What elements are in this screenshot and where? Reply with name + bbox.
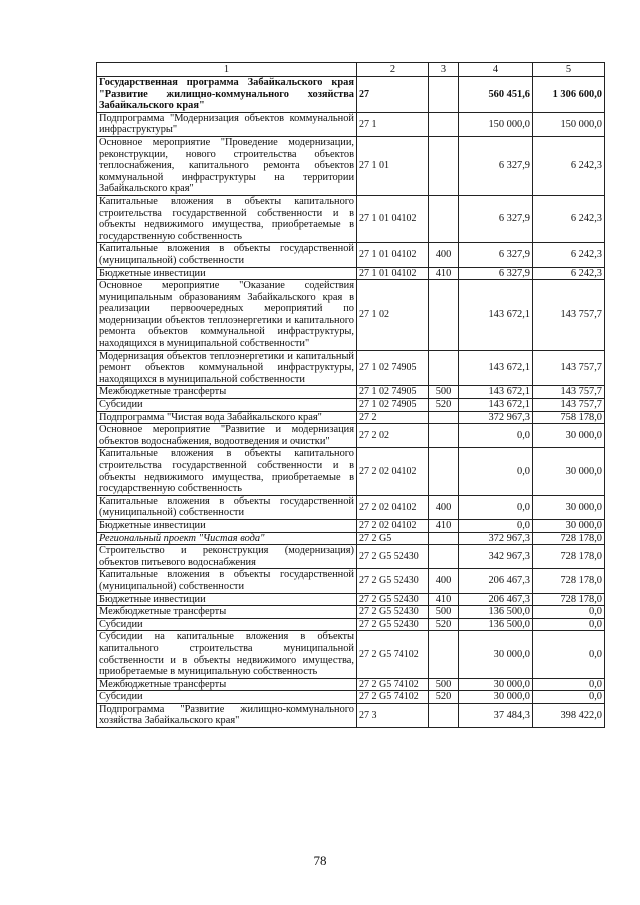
table-row (97, 678, 605, 691)
row-value-2021-cell: 560 451,6 (459, 77, 533, 113)
row-code-cell: 27 1 (357, 112, 429, 136)
row-code-cell: 27 1 02 74905 (357, 399, 429, 412)
row-value-2021-cell: 342 967,3 (459, 545, 533, 569)
row-value-2021-cell: 150 000,0 (459, 112, 533, 136)
row-code-cell: 27 2 (357, 411, 429, 424)
row-name-cell: Капитальные вложения в объекты государственной (муниципальной) собственности (97, 569, 357, 593)
row-value-2022-cell: 143 757,7 (533, 399, 605, 412)
row-value-2021-cell: 6 327,9 (459, 267, 533, 280)
row-code-cell: 27 (357, 77, 429, 113)
row-name-cell: Основное мероприятие "Развитие и модернизация объектов водоснабжения, водоотведения и очистки" (97, 424, 357, 448)
row-name-cell: Межбюджетные трансферты (97, 386, 357, 399)
table-header (97, 63, 605, 77)
row-value-2022-cell: 143 757,7 (533, 280, 605, 351)
row-value-2022-cell: 728 178,0 (533, 545, 605, 569)
table-row (97, 243, 605, 267)
row-code-cell: 27 2 02 04102 (357, 519, 429, 532)
row-value-2022-cell: 0,0 (533, 678, 605, 691)
row-type-cell: 400 (429, 243, 459, 267)
row-type-cell (429, 350, 459, 386)
row-type-cell (429, 424, 459, 448)
row-type-cell (429, 136, 459, 195)
table-row (97, 195, 605, 242)
row-code-cell: 27 2 02 04102 (357, 448, 429, 495)
table-row (97, 606, 605, 619)
budget-table (96, 62, 605, 728)
row-code-cell: 27 1 02 74905 (357, 386, 429, 399)
row-value-2021-cell: 372 967,3 (459, 411, 533, 424)
row-name-cell: Бюджетные инвестиции (97, 267, 357, 280)
table-row (97, 77, 605, 113)
table-row (97, 532, 605, 545)
row-code-cell: 27 2 G5 74102 (357, 631, 429, 678)
row-code-cell: 27 2 G5 74102 (357, 691, 429, 704)
row-name-cell: Бюджетные инвестиции (97, 519, 357, 532)
row-name-cell: Субсидии на капитальные вложения в объекты капитального строительства муниципальной собственности и в объекты недвижимого имущества, приобретаемые в муниципальную собственность (97, 631, 357, 678)
table-row (97, 267, 605, 280)
row-name-cell: Субсидии (97, 691, 357, 704)
row-type-cell: 520 (429, 618, 459, 631)
row-value-2022-cell: 143 757,7 (533, 350, 605, 386)
row-type-cell (429, 77, 459, 113)
row-value-2021-cell: 143 672,1 (459, 350, 533, 386)
row-value-2021-cell: 206 467,3 (459, 569, 533, 593)
table-row (97, 569, 605, 593)
row-name-cell: Субсидии (97, 399, 357, 412)
page-number: 78 (313, 853, 327, 868)
row-code-cell: 27 1 01 04102 (357, 243, 429, 267)
row-code-cell: 27 2 02 04102 (357, 495, 429, 519)
row-name-cell: Межбюджетные трансферты (97, 678, 357, 691)
table-body (97, 77, 605, 728)
row-code-cell: 27 1 01 04102 (357, 267, 429, 280)
table-row (97, 691, 605, 704)
row-value-2022-cell: 0,0 (533, 606, 605, 619)
table-row (97, 386, 605, 399)
row-type-cell (429, 112, 459, 136)
row-type-cell (429, 195, 459, 242)
table-row (97, 411, 605, 424)
row-code-cell: 27 2 G5 74102 (357, 678, 429, 691)
row-type-cell (429, 411, 459, 424)
table-row (97, 703, 605, 727)
row-value-2021-cell: 6 327,9 (459, 243, 533, 267)
col-header-4: 4 (459, 63, 533, 77)
row-name-cell: Межбюджетные трансферты (97, 606, 357, 619)
row-value-2022-cell: 1 306 600,0 (533, 77, 605, 113)
row-code-cell: 27 1 01 (357, 136, 429, 195)
row-type-cell: 410 (429, 593, 459, 606)
row-value-2022-cell: 150 000,0 (533, 112, 605, 136)
row-type-cell: 400 (429, 495, 459, 519)
row-name-cell: Основное мероприятие "Оказание содействия муниципальным образованиям Забайкальского края в реализации первоочередных мероприятий по модернизации объектов теплоэнергетики и капитального ремонта объектов коммунальной инфраструктуры, находящихся в муниципальной собственности" (97, 280, 357, 351)
row-value-2021-cell: 0,0 (459, 519, 533, 532)
row-value-2021-cell: 30 000,0 (459, 691, 533, 704)
row-value-2022-cell: 758 178,0 (533, 411, 605, 424)
table-row (97, 399, 605, 412)
row-code-cell: 27 2 G5 52430 (357, 545, 429, 569)
row-value-2021-cell: 143 672,1 (459, 399, 533, 412)
row-name-cell: Подпрограмма "Развитие жилищно-коммунального хозяйства Забайкальского края" (97, 703, 357, 727)
row-code-cell: 27 2 02 (357, 424, 429, 448)
row-code-cell: 27 2 G5 52430 (357, 593, 429, 606)
row-value-2021-cell: 0,0 (459, 424, 533, 448)
row-type-cell (429, 545, 459, 569)
table-row (97, 618, 605, 631)
col-header-3: 3 (429, 63, 459, 77)
row-type-cell: 400 (429, 569, 459, 593)
row-value-2022-cell: 728 178,0 (533, 569, 605, 593)
row-value-2021-cell: 6 327,9 (459, 136, 533, 195)
row-name-cell: Строительство и реконструкция (модернизация) объектов питьевого водоснабжения (97, 545, 357, 569)
table-row (97, 519, 605, 532)
table-row (97, 280, 605, 351)
row-name-cell: Модернизация объектов теплоэнергетики и капитальный ремонт объектов коммунальной инфраструктуры, находящихся в муниципальной собственности (97, 350, 357, 386)
row-code-cell: 27 2 G5 52430 (357, 569, 429, 593)
row-value-2021-cell: 143 672,1 (459, 386, 533, 399)
row-value-2022-cell: 6 242,3 (533, 267, 605, 280)
row-value-2021-cell: 30 000,0 (459, 631, 533, 678)
row-value-2022-cell: 0,0 (533, 691, 605, 704)
table-row (97, 593, 605, 606)
row-value-2022-cell: 143 757,7 (533, 386, 605, 399)
row-type-cell: 520 (429, 399, 459, 412)
row-name-cell: Капитальные вложения в объекты капитального строительства государственной собственности и в объекты недвижимого имущества, приобретаемые в государственную собственность (97, 448, 357, 495)
row-value-2021-cell: 30 000,0 (459, 678, 533, 691)
row-value-2022-cell: 30 000,0 (533, 495, 605, 519)
row-value-2021-cell: 0,0 (459, 495, 533, 519)
row-name-cell: Бюджетные инвестиции (97, 593, 357, 606)
row-value-2022-cell: 30 000,0 (533, 424, 605, 448)
row-type-cell: 410 (429, 519, 459, 532)
row-value-2021-cell: 206 467,3 (459, 593, 533, 606)
row-value-2021-cell: 37 484,3 (459, 703, 533, 727)
row-code-cell: 27 1 02 (357, 280, 429, 351)
row-code-cell: 27 2 G5 (357, 532, 429, 545)
row-type-cell (429, 532, 459, 545)
row-type-cell: 410 (429, 267, 459, 280)
row-name-cell: Капитальные вложения в объекты капитального строительства государственной собственности и в объекты недвижимого имущества, приобретаемые в государственную собственность (97, 195, 357, 242)
row-value-2022-cell: 728 178,0 (533, 532, 605, 545)
table-row (97, 631, 605, 678)
header-row (97, 63, 605, 77)
row-value-2021-cell: 0,0 (459, 448, 533, 495)
table-row (97, 495, 605, 519)
col-header-2: 2 (357, 63, 429, 77)
table-row (97, 112, 605, 136)
row-name-cell: Подпрограмма "Модернизация объектов коммунальной инфраструктуры" (97, 112, 357, 136)
table-row (97, 350, 605, 386)
row-value-2022-cell: 30 000,0 (533, 448, 605, 495)
row-name-cell: Капитальные вложения в объекты государственной (муниципальной) собственности (97, 243, 357, 267)
row-value-2021-cell: 372 967,3 (459, 532, 533, 545)
row-value-2022-cell: 6 242,3 (533, 243, 605, 267)
row-value-2022-cell: 0,0 (533, 631, 605, 678)
row-code-cell: 27 3 (357, 703, 429, 727)
row-value-2021-cell: 6 327,9 (459, 195, 533, 242)
row-type-cell: 500 (429, 678, 459, 691)
row-code-cell: 27 2 G5 52430 (357, 606, 429, 619)
row-value-2022-cell: 30 000,0 (533, 519, 605, 532)
row-code-cell: 27 1 01 04102 (357, 195, 429, 242)
row-name-cell: Субсидии (97, 618, 357, 631)
row-type-cell: 500 (429, 606, 459, 619)
row-type-cell (429, 703, 459, 727)
col-header-1: 1 (97, 63, 357, 77)
row-value-2021-cell: 136 500,0 (459, 606, 533, 619)
row-code-cell: 27 1 02 74905 (357, 350, 429, 386)
row-value-2021-cell: 136 500,0 (459, 618, 533, 631)
row-type-cell: 500 (429, 386, 459, 399)
row-value-2022-cell: 398 422,0 (533, 703, 605, 727)
col-header-5: 5 (533, 63, 605, 77)
row-type-cell (429, 448, 459, 495)
row-name-cell: Основное мероприятие "Проведение модернизации, реконструкции, нового строительства объектов теплоснабжения, капитального ремонта объектов коммунальной инфраструктуры на территории Забайкальского края" (97, 136, 357, 195)
row-type-cell (429, 280, 459, 351)
row-code-cell: 27 2 G5 52430 (357, 618, 429, 631)
row-type-cell (429, 631, 459, 678)
row-value-2022-cell: 728 178,0 (533, 593, 605, 606)
row-name-cell: Региональный проект "Чистая вода" (97, 532, 357, 545)
table-row (97, 545, 605, 569)
row-name-cell: Капитальные вложения в объекты государственной (муниципальной) собственности (97, 495, 357, 519)
row-value-2022-cell: 6 242,3 (533, 195, 605, 242)
table-row (97, 424, 605, 448)
table-row (97, 136, 605, 195)
row-name-cell: Подпрограмма "Чистая вода Забайкальского края" (97, 411, 357, 424)
row-value-2021-cell: 143 672,1 (459, 280, 533, 351)
row-value-2022-cell: 6 242,3 (533, 136, 605, 195)
row-value-2022-cell: 0,0 (533, 618, 605, 631)
table-row (97, 448, 605, 495)
row-name-cell: Государственная программа Забайкальского края "Развитие жилищно-коммунального хозяйства Забайкальского края" (97, 77, 357, 113)
row-type-cell: 520 (429, 691, 459, 704)
